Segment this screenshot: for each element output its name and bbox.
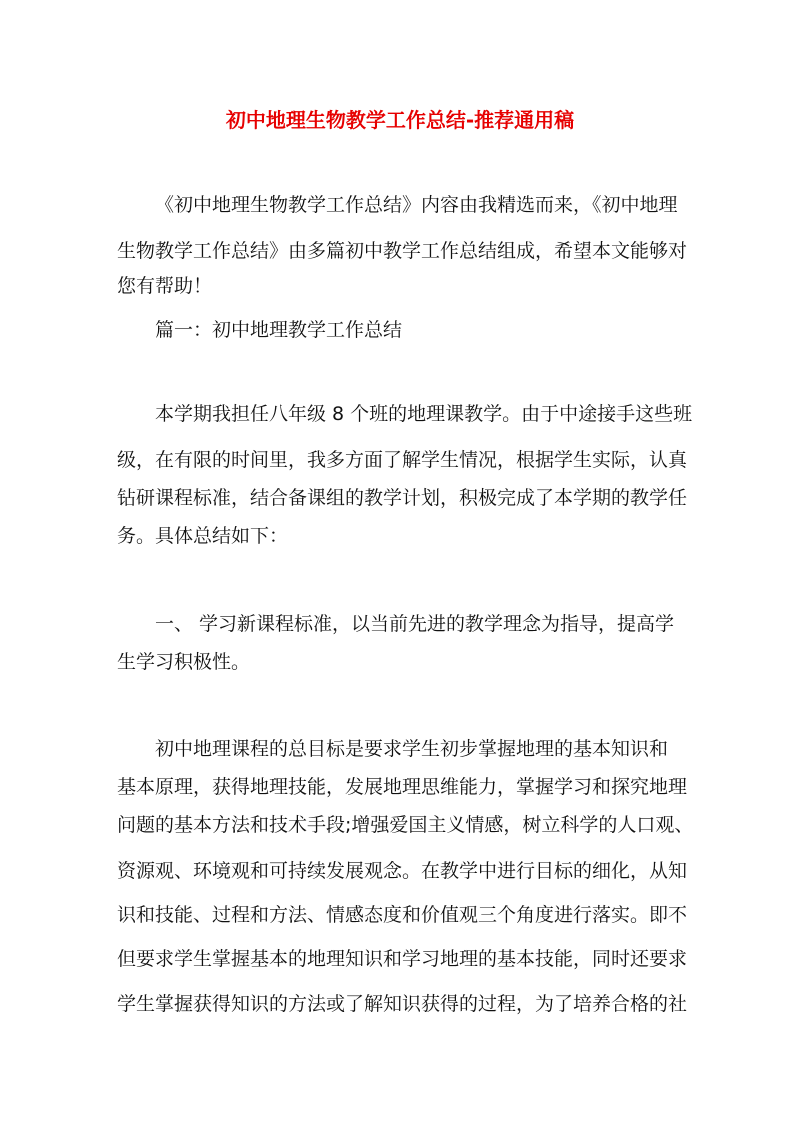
paragraph-2-line-6: 但要求学生掌握基本的地理知识和学习地理的基本技能，同时还要求 xyxy=(117,948,688,970)
paragraph-2-line-7: 学生掌握获得知识的方法或了解知识获得的过程，为了培养合格的社 xyxy=(117,993,688,1015)
subheading-1-line-2: 生学习积极性。 xyxy=(117,651,251,673)
intro-line-2: 生物教学工作总结》由多篇初中教学工作总结组成，希望本文能够对 xyxy=(117,240,688,262)
section-heading-1: 篇一：初中地理教学工作总结 xyxy=(155,319,403,341)
intro-line-3: 您有帮助！ xyxy=(117,275,213,297)
paragraph-2-line-4: 资源观、环境观和可持续发展观念。在教学中进行目标的细化，从知 xyxy=(117,860,688,882)
paragraph-1-line-4: 务。具体总结如下： xyxy=(117,525,289,547)
paragraph-2-line-3: 问题的基本方法和技术手段;增强爱国主义情感，树立科学的人口观、 xyxy=(117,814,694,836)
paragraph-1-line-3: 钻研课程标准，结合备课组的教学计划，积极完成了本学期的教学任 xyxy=(117,487,688,509)
paragraph-2-line-2: 基本原理，获得地理技能，发展地理思维能力，掌握学习和探究地理 xyxy=(117,776,688,798)
intro-line-1: 《初中地理生物教学工作总结》内容由我精选而来，《初中地理 xyxy=(155,194,678,216)
subheading-1-line-1: 一、 学习新课程标准，以当前先进的教学理念为指导，提高学 xyxy=(155,613,675,635)
paragraph-2-line-5: 识和技能、过程和方法、情感态度和价值观三个角度进行落实。即不 xyxy=(117,904,688,926)
paragraph-2-line-1: 初中地理课程的总目标是要求学生初步掌握地理的基本知识和 xyxy=(155,738,669,760)
paragraph-1-line-1: 本学期我担任八年级 8 个班的地理课教学。由于中途接手这些班 xyxy=(155,403,693,425)
paragraph-1-line-2: 级，在有限的时间里，我多方面了解学生情况，根据学生实际，认真 xyxy=(117,449,688,471)
document-title: 初中地理生物教学工作总结-推荐通用稿 xyxy=(225,108,575,132)
